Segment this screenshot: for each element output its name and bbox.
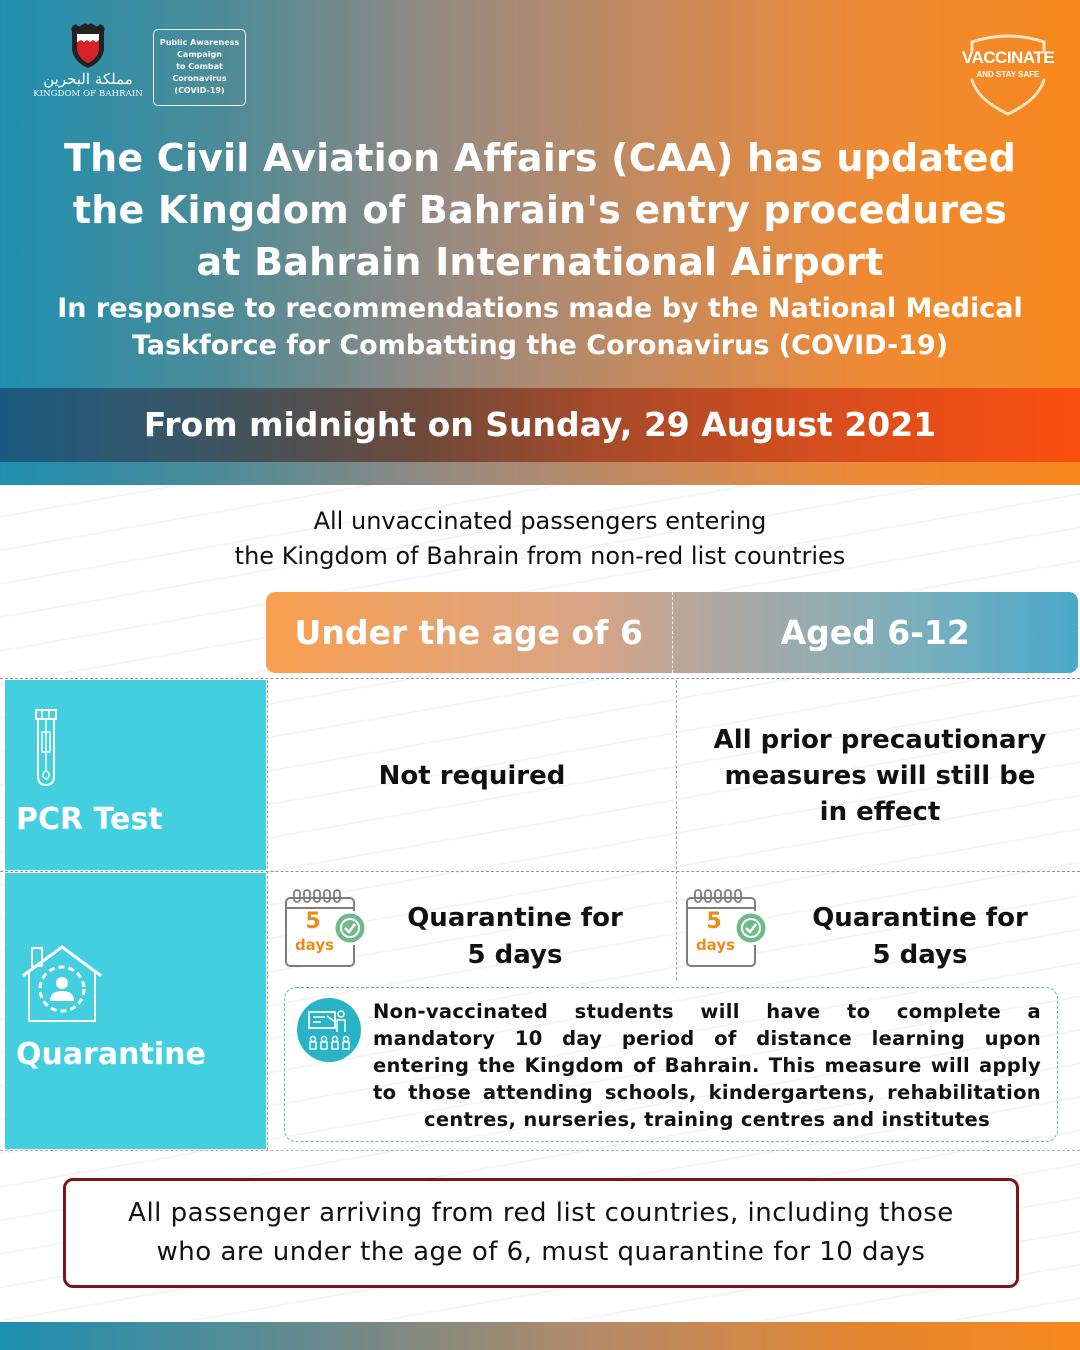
subtitle-line: Taskforce for Combatting the Coronavirus (COVID-19): [131, 330, 949, 361]
pcr-aged-line: measures will still be: [724, 761, 1036, 791]
campaign-line: to Combat: [176, 62, 223, 71]
page-title: [20, 132, 1060, 288]
quarantine-line: Quarantine for: [812, 903, 1028, 933]
column-under-6: Under the age of 6: [294, 613, 643, 652]
column-divider: [267, 680, 268, 1150]
intro-line: the Kingdom of Bahrain from non-red list countries: [234, 542, 846, 570]
classroom-icon: [297, 998, 361, 1062]
page-subtitle: [20, 290, 1060, 364]
quarantine-line: 5 days: [872, 940, 968, 970]
distance-learning-note: [284, 987, 1058, 1142]
calendar-number: 5: [706, 909, 722, 934]
row-divider: [0, 1150, 1080, 1151]
shield-icon: [958, 18, 1058, 118]
quarantine-line: Quarantine for: [407, 903, 623, 933]
calendar-number: 5: [305, 909, 321, 934]
title-line: at Bahrain International Airport: [196, 240, 884, 284]
pcr-aged-6-12-value: [680, 722, 1080, 830]
column-divider: [676, 680, 677, 980]
quarantine-label: Quarantine: [16, 1037, 206, 1072]
red-list-text: [128, 1194, 954, 1272]
campaign-line: Campaign: [177, 50, 222, 59]
campaign-line: Public Awareness: [159, 38, 240, 47]
intro-line: All unvaccinated passengers entering: [313, 507, 767, 535]
test-tube-icon: [31, 708, 61, 788]
subtitle-line: In response to recommendations made by the National Medical: [57, 293, 1023, 324]
header-banner: [0, 0, 1080, 485]
calendar-5-days-under-6: [284, 888, 362, 968]
quarantine-line: 5 days: [467, 940, 563, 970]
footer-bar: [0, 1322, 1080, 1350]
red-list-notice: [63, 1178, 1019, 1288]
home-quarantine-icon: [21, 943, 103, 1023]
distance-learning-text: Non-vaccinated students will have to complete a mandatory 10 day period of distance learning upon entering the Kingdom of Bahrain. This measure will apply to those attending schools, kindergartens, rehabilitation centres, nurseries, training centres and institutes: [373, 1000, 1041, 1131]
vaccinate-text: VACCINATE: [961, 48, 1055, 67]
pcr-test-label: PCR Test: [16, 802, 163, 837]
effective-date-band: [0, 388, 1080, 462]
logo-arabic-text: مملكة البحرين: [43, 70, 133, 88]
title-line: the Kingdom of Bahrain's entry procedures: [72, 188, 1008, 232]
vaccinate-badge: [958, 18, 1062, 118]
calendar-unit: days: [695, 936, 736, 954]
row-divider: [0, 871, 1080, 872]
teacher-icon: [297, 998, 361, 1062]
campaign-badge: [153, 29, 246, 106]
kingdom-of-bahrain-logo: [28, 22, 148, 112]
stay-safe-text: AND STAY SAFE: [976, 70, 1040, 79]
logo-english-text: KINGDOM OF BAHRAIN: [33, 89, 143, 99]
calendar-unit: days: [294, 936, 335, 954]
intro-text: [140, 504, 940, 574]
red-list-line: who are under the age of 6, must quarantine for 10 days: [156, 1237, 926, 1267]
effective-date: From midnight on Sunday, 29 August 2021: [143, 405, 937, 444]
column-aged-6-12: Aged 6-12: [780, 613, 970, 652]
calendar-icon: [685, 888, 771, 970]
pcr-test-row-label: [5, 680, 266, 870]
pcr-under-6-value: Not required: [378, 761, 566, 791]
campaign-line: Coronavirus: [172, 74, 227, 83]
campaign-line: (COVID-19): [174, 86, 225, 95]
pcr-aged-line: in effect: [819, 797, 941, 827]
quarantine-aged-6-12-value: [785, 900, 1055, 974]
title-line: The Civil Aviation Affairs (CAA) has updated: [64, 136, 1016, 180]
bahrain-emblem-icon: [68, 22, 108, 70]
pcr-aged-line: All prior precautionary: [713, 725, 1047, 755]
age-group-header: [266, 592, 1078, 673]
quarantine-row-label: [5, 873, 266, 1149]
calendar-icon: [284, 888, 370, 970]
quarantine-under-6-value: [380, 900, 650, 974]
red-list-line: All passenger arriving from red list countries, including those: [128, 1198, 954, 1228]
row-divider: [0, 678, 1080, 679]
calendar-5-days-aged-6-12: [685, 888, 763, 968]
